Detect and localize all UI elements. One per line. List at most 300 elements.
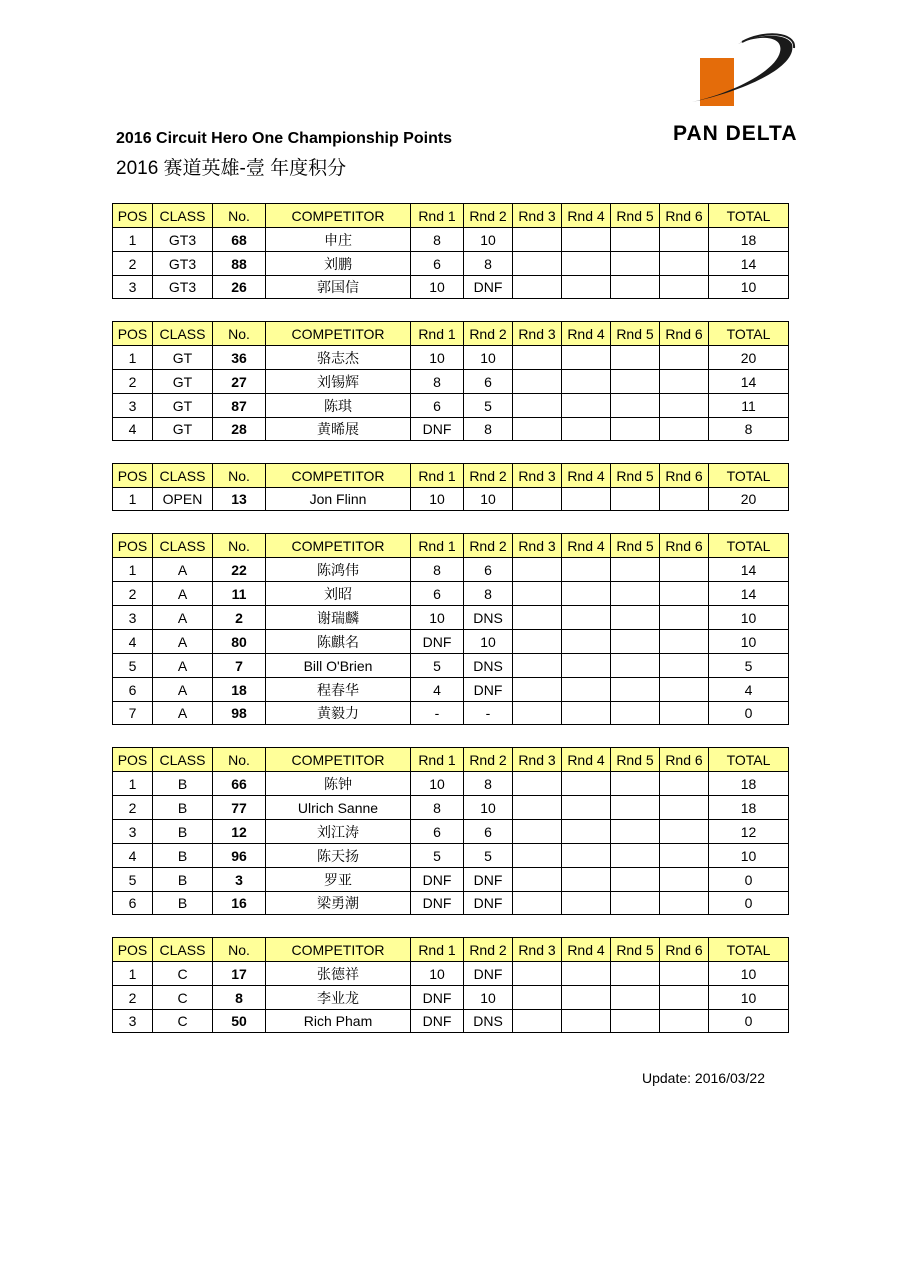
rnd6-cell	[660, 796, 709, 820]
column-header-class: CLASS	[153, 938, 213, 962]
rnd3-cell	[513, 1010, 562, 1033]
standings-table	[112, 463, 789, 511]
rnd5-cell	[611, 820, 660, 844]
total-cell: 10	[709, 606, 789, 630]
rnd3-cell	[513, 868, 562, 892]
table-row	[113, 558, 789, 582]
column-header-rnd3: Rnd 3	[513, 204, 562, 228]
rnd2-cell: 10	[464, 986, 513, 1010]
table-row	[113, 418, 789, 441]
column-header-competitor: COMPETITOR	[266, 464, 411, 488]
rnd6-cell	[660, 678, 709, 702]
column-header-total: TOTAL	[709, 748, 789, 772]
rnd6-cell	[660, 276, 709, 299]
rnd5-cell	[611, 796, 660, 820]
car-number-cell: 98	[213, 702, 266, 725]
class-cell: C	[153, 1010, 213, 1033]
total-cell: 4	[709, 678, 789, 702]
rnd6-cell	[660, 488, 709, 511]
rnd1-cell: DNF	[411, 630, 464, 654]
column-header-rnd5: Rnd 5	[611, 322, 660, 346]
class-cell: A	[153, 630, 213, 654]
pos-cell: 2	[113, 252, 153, 276]
column-header-rnd3: Rnd 3	[513, 748, 562, 772]
rnd1-cell: 5	[411, 654, 464, 678]
competitor-cell: 刘鹏	[266, 252, 411, 276]
rnd6-cell	[660, 962, 709, 986]
rnd1-cell: 8	[411, 558, 464, 582]
column-header-competitor: COMPETITOR	[266, 322, 411, 346]
rnd1-cell: 10	[411, 488, 464, 511]
rnd5-cell	[611, 678, 660, 702]
competitor-cell: 骆志杰	[266, 346, 411, 370]
pos-cell: 3	[113, 1010, 153, 1033]
total-cell: 18	[709, 772, 789, 796]
class-cell: B	[153, 844, 213, 868]
column-header-total: TOTAL	[709, 938, 789, 962]
rnd4-cell	[562, 276, 611, 299]
competitor-cell: Ulrich Sanne	[266, 796, 411, 820]
rnd2-cell: 10	[464, 228, 513, 252]
table-row	[113, 868, 789, 892]
column-header-rnd6: Rnd 6	[660, 748, 709, 772]
car-number-cell: 11	[213, 582, 266, 606]
standings-table	[112, 937, 789, 1033]
column-header-rnd1: Rnd 1	[411, 322, 464, 346]
table-row	[113, 276, 789, 299]
class-cell: B	[153, 820, 213, 844]
car-number-cell: 28	[213, 418, 266, 441]
rnd3-cell	[513, 228, 562, 252]
rnd3-cell	[513, 394, 562, 418]
rnd6-cell	[660, 582, 709, 606]
rnd5-cell	[611, 892, 660, 915]
header-row	[113, 322, 789, 346]
table-row	[113, 394, 789, 418]
car-number-cell: 87	[213, 394, 266, 418]
column-header-rnd6: Rnd 6	[660, 938, 709, 962]
pos-cell: 3	[113, 606, 153, 630]
rnd2-cell: 10	[464, 488, 513, 511]
car-number-cell: 17	[213, 962, 266, 986]
competitor-cell: 刘江涛	[266, 820, 411, 844]
car-number-cell: 13	[213, 488, 266, 511]
class-cell: GT	[153, 370, 213, 394]
pos-cell: 1	[113, 488, 153, 511]
rnd2-cell: 6	[464, 558, 513, 582]
rnd6-cell	[660, 394, 709, 418]
class-cell: A	[153, 678, 213, 702]
class-cell: GT3	[153, 252, 213, 276]
pan-delta-logo	[670, 30, 830, 150]
rnd4-cell	[562, 252, 611, 276]
rnd2-cell: 10	[464, 346, 513, 370]
rnd2-cell: 5	[464, 394, 513, 418]
rnd5-cell	[611, 868, 660, 892]
header-row	[113, 938, 789, 962]
total-cell: 11	[709, 394, 789, 418]
total-cell: 0	[709, 702, 789, 725]
rnd3-cell	[513, 844, 562, 868]
table-row	[113, 630, 789, 654]
rnd6-cell	[660, 986, 709, 1010]
rnd6-cell	[660, 702, 709, 725]
rnd3-cell	[513, 252, 562, 276]
class-cell: A	[153, 582, 213, 606]
table-row	[113, 678, 789, 702]
total-cell: 0	[709, 892, 789, 915]
rnd5-cell	[611, 702, 660, 725]
rnd4-cell	[562, 418, 611, 441]
header-row	[113, 534, 789, 558]
competitor-cell: 刘锡辉	[266, 370, 411, 394]
column-header-car-number: No.	[213, 748, 266, 772]
standings-table	[112, 321, 789, 441]
table-row	[113, 702, 789, 725]
rnd2-cell: DNF	[464, 276, 513, 299]
car-number-cell: 18	[213, 678, 266, 702]
rnd2-cell: 10	[464, 630, 513, 654]
column-header-pos: POS	[113, 748, 153, 772]
pos-cell: 2	[113, 370, 153, 394]
pos-cell: 2	[113, 796, 153, 820]
rnd4-cell	[562, 1010, 611, 1033]
car-number-cell: 16	[213, 892, 266, 915]
column-header-rnd2: Rnd 2	[464, 204, 513, 228]
rnd1-cell: 6	[411, 394, 464, 418]
rnd4-cell	[562, 962, 611, 986]
rnd2-cell: 8	[464, 252, 513, 276]
rnd5-cell	[611, 654, 660, 678]
rnd1-cell: DNF	[411, 892, 464, 915]
rnd1-cell: 6	[411, 582, 464, 606]
total-cell: 18	[709, 228, 789, 252]
pos-cell: 7	[113, 702, 153, 725]
rnd2-cell: 8	[464, 772, 513, 796]
competitor-cell: 罗亚	[266, 868, 411, 892]
column-header-car-number: No.	[213, 322, 266, 346]
column-header-competitor: COMPETITOR	[266, 534, 411, 558]
column-header-pos: POS	[113, 464, 153, 488]
standings-table	[112, 747, 789, 915]
column-header-total: TOTAL	[709, 204, 789, 228]
rnd1-cell: 6	[411, 820, 464, 844]
rnd4-cell	[562, 228, 611, 252]
rnd4-cell	[562, 488, 611, 511]
table-row	[113, 488, 789, 511]
rnd5-cell	[611, 962, 660, 986]
rnd4-cell	[562, 702, 611, 725]
rnd2-cell: -	[464, 702, 513, 725]
car-number-cell: 36	[213, 346, 266, 370]
class-cell: GT3	[153, 228, 213, 252]
rnd3-cell	[513, 678, 562, 702]
competitor-cell: 梁勇潮	[266, 892, 411, 915]
column-header-rnd5: Rnd 5	[611, 204, 660, 228]
car-number-cell: 50	[213, 1010, 266, 1033]
total-cell: 10	[709, 630, 789, 654]
rnd4-cell	[562, 394, 611, 418]
competitor-cell: 程春华	[266, 678, 411, 702]
column-header-rnd4: Rnd 4	[562, 322, 611, 346]
rnd4-cell	[562, 370, 611, 394]
total-cell: 20	[709, 488, 789, 511]
rnd2-cell: DNF	[464, 962, 513, 986]
competitor-cell: 郭国信	[266, 276, 411, 299]
class-cell: A	[153, 606, 213, 630]
rnd3-cell	[513, 772, 562, 796]
pos-cell: 1	[113, 558, 153, 582]
rnd3-cell	[513, 796, 562, 820]
column-header-class: CLASS	[153, 748, 213, 772]
car-number-cell: 77	[213, 796, 266, 820]
rnd5-cell	[611, 370, 660, 394]
standings-table	[112, 533, 789, 725]
pos-cell: 3	[113, 820, 153, 844]
rnd2-cell: 5	[464, 844, 513, 868]
rnd1-cell: DNF	[411, 418, 464, 441]
rnd1-cell: DNF	[411, 986, 464, 1010]
rnd1-cell: 8	[411, 370, 464, 394]
column-header-rnd2: Rnd 2	[464, 748, 513, 772]
column-header-class: CLASS	[153, 204, 213, 228]
column-header-rnd1: Rnd 1	[411, 464, 464, 488]
pos-cell: 2	[113, 582, 153, 606]
pos-cell: 1	[113, 772, 153, 796]
rnd1-cell: 10	[411, 276, 464, 299]
competitor-cell: 谢瑞麟	[266, 606, 411, 630]
pos-cell: 6	[113, 892, 153, 915]
car-number-cell: 2	[213, 606, 266, 630]
competitor-cell: Bill O'Brien	[266, 654, 411, 678]
rnd1-cell: DNF	[411, 868, 464, 892]
rnd4-cell	[562, 892, 611, 915]
rnd2-cell: DNF	[464, 678, 513, 702]
competitor-cell: 陈鸿伟	[266, 558, 411, 582]
column-header-pos: POS	[113, 322, 153, 346]
page-title-english: 2016 Circuit Hero One Championship Points	[116, 130, 453, 147]
column-header-rnd3: Rnd 3	[513, 938, 562, 962]
rnd4-cell	[562, 678, 611, 702]
rnd5-cell	[611, 844, 660, 868]
total-cell: 18	[709, 796, 789, 820]
pos-cell: 5	[113, 654, 153, 678]
column-header-rnd6: Rnd 6	[660, 464, 709, 488]
column-header-rnd5: Rnd 5	[611, 748, 660, 772]
total-cell: 10	[709, 844, 789, 868]
class-cell: A	[153, 558, 213, 582]
competitor-cell: Rich Pham	[266, 1010, 411, 1033]
rnd3-cell	[513, 702, 562, 725]
rnd3-cell	[513, 582, 562, 606]
rnd6-cell	[660, 892, 709, 915]
column-header-rnd2: Rnd 2	[464, 534, 513, 558]
rnd4-cell	[562, 654, 611, 678]
update-date: Update: 2016/03/22	[642, 1070, 765, 1086]
column-header-rnd1: Rnd 1	[411, 748, 464, 772]
table-row	[113, 582, 789, 606]
table-row	[113, 252, 789, 276]
rnd4-cell	[562, 346, 611, 370]
rnd2-cell: DNS	[464, 606, 513, 630]
rnd4-cell	[562, 820, 611, 844]
column-header-rnd5: Rnd 5	[611, 464, 660, 488]
logo-mark-icon	[680, 30, 810, 110]
column-header-rnd4: Rnd 4	[562, 748, 611, 772]
car-number-cell: 26	[213, 276, 266, 299]
rnd3-cell	[513, 370, 562, 394]
pos-cell: 5	[113, 868, 153, 892]
rnd2-cell: DNS	[464, 1010, 513, 1033]
rnd3-cell	[513, 630, 562, 654]
car-number-cell: 68	[213, 228, 266, 252]
class-cell: C	[153, 986, 213, 1010]
class-cell: A	[153, 702, 213, 725]
rnd5-cell	[611, 630, 660, 654]
column-header-rnd6: Rnd 6	[660, 322, 709, 346]
rnd6-cell	[660, 252, 709, 276]
class-cell: B	[153, 868, 213, 892]
rnd5-cell	[611, 606, 660, 630]
rnd2-cell: 10	[464, 796, 513, 820]
column-header-rnd1: Rnd 1	[411, 938, 464, 962]
rnd2-cell: DNF	[464, 892, 513, 915]
class-cell: A	[153, 654, 213, 678]
rnd3-cell	[513, 418, 562, 441]
header-row	[113, 464, 789, 488]
column-header-competitor: COMPETITOR	[266, 938, 411, 962]
column-header-class: CLASS	[153, 322, 213, 346]
car-number-cell: 7	[213, 654, 266, 678]
logo-text: PAN DELTA	[673, 122, 798, 145]
rnd1-cell: 8	[411, 228, 464, 252]
class-cell: B	[153, 772, 213, 796]
rnd3-cell	[513, 346, 562, 370]
table-row	[113, 772, 789, 796]
column-header-rnd2: Rnd 2	[464, 464, 513, 488]
rnd1-cell: 8	[411, 796, 464, 820]
car-number-cell: 12	[213, 820, 266, 844]
rnd2-cell: 8	[464, 418, 513, 441]
rnd2-cell: DNS	[464, 654, 513, 678]
class-cell: B	[153, 796, 213, 820]
standings-tables	[112, 203, 789, 1055]
competitor-cell: 陈天扬	[266, 844, 411, 868]
column-header-rnd1: Rnd 1	[411, 204, 464, 228]
column-header-car-number: No.	[213, 534, 266, 558]
table-row	[113, 986, 789, 1010]
rnd3-cell	[513, 558, 562, 582]
rnd5-cell	[611, 986, 660, 1010]
total-cell: 8	[709, 418, 789, 441]
rnd2-cell: 6	[464, 820, 513, 844]
column-header-competitor: COMPETITOR	[266, 204, 411, 228]
rnd6-cell	[660, 630, 709, 654]
table-row	[113, 820, 789, 844]
table-row	[113, 796, 789, 820]
class-cell: B	[153, 892, 213, 915]
rnd6-cell	[660, 370, 709, 394]
rnd5-cell	[611, 418, 660, 441]
rnd5-cell	[611, 252, 660, 276]
column-header-class: CLASS	[153, 534, 213, 558]
pos-cell: 2	[113, 986, 153, 1010]
total-cell: 14	[709, 582, 789, 606]
rnd1-cell: 10	[411, 772, 464, 796]
competitor-cell: 陈钟	[266, 772, 411, 796]
table-row	[113, 654, 789, 678]
car-number-cell: 3	[213, 868, 266, 892]
class-cell: OPEN	[153, 488, 213, 511]
total-cell: 14	[709, 370, 789, 394]
column-header-rnd3: Rnd 3	[513, 534, 562, 558]
competitor-cell: Jon Flinn	[266, 488, 411, 511]
rnd4-cell	[562, 868, 611, 892]
rnd1-cell: 4	[411, 678, 464, 702]
rnd3-cell	[513, 276, 562, 299]
pos-cell: 3	[113, 394, 153, 418]
column-header-rnd5: Rnd 5	[611, 938, 660, 962]
rnd4-cell	[562, 606, 611, 630]
table-row	[113, 962, 789, 986]
car-number-cell: 96	[213, 844, 266, 868]
rnd5-cell	[611, 772, 660, 796]
rnd5-cell	[611, 228, 660, 252]
column-header-pos: POS	[113, 204, 153, 228]
rnd5-cell	[611, 276, 660, 299]
class-cell: C	[153, 962, 213, 986]
rnd3-cell	[513, 606, 562, 630]
rnd5-cell	[611, 582, 660, 606]
column-header-total: TOTAL	[709, 322, 789, 346]
table-row	[113, 892, 789, 915]
column-header-rnd3: Rnd 3	[513, 322, 562, 346]
column-header-rnd4: Rnd 4	[562, 204, 611, 228]
car-number-cell: 22	[213, 558, 266, 582]
rnd6-cell	[660, 820, 709, 844]
rnd2-cell: DNF	[464, 868, 513, 892]
table-row	[113, 228, 789, 252]
rnd2-cell: 8	[464, 582, 513, 606]
total-cell: 12	[709, 820, 789, 844]
column-header-rnd1: Rnd 1	[411, 534, 464, 558]
rnd5-cell	[611, 1010, 660, 1033]
rnd4-cell	[562, 630, 611, 654]
competitor-cell: 李业龙	[266, 986, 411, 1010]
pos-cell: 4	[113, 418, 153, 441]
total-cell: 10	[709, 962, 789, 986]
column-header-rnd4: Rnd 4	[562, 534, 611, 558]
column-header-rnd3: Rnd 3	[513, 464, 562, 488]
rnd1-cell: 10	[411, 346, 464, 370]
column-header-rnd2: Rnd 2	[464, 938, 513, 962]
rnd6-cell	[660, 606, 709, 630]
rnd4-cell	[562, 986, 611, 1010]
competitor-cell: 陈麒名	[266, 630, 411, 654]
total-cell: 14	[709, 558, 789, 582]
total-cell: 14	[709, 252, 789, 276]
pos-cell: 6	[113, 678, 153, 702]
column-header-class: CLASS	[153, 464, 213, 488]
table-row	[113, 844, 789, 868]
competitor-cell: 刘昭	[266, 582, 411, 606]
rnd6-cell	[660, 868, 709, 892]
rnd6-cell	[660, 558, 709, 582]
rnd6-cell	[660, 772, 709, 796]
competitor-cell: 陈琪	[266, 394, 411, 418]
rnd3-cell	[513, 892, 562, 915]
column-header-car-number: No.	[213, 464, 266, 488]
